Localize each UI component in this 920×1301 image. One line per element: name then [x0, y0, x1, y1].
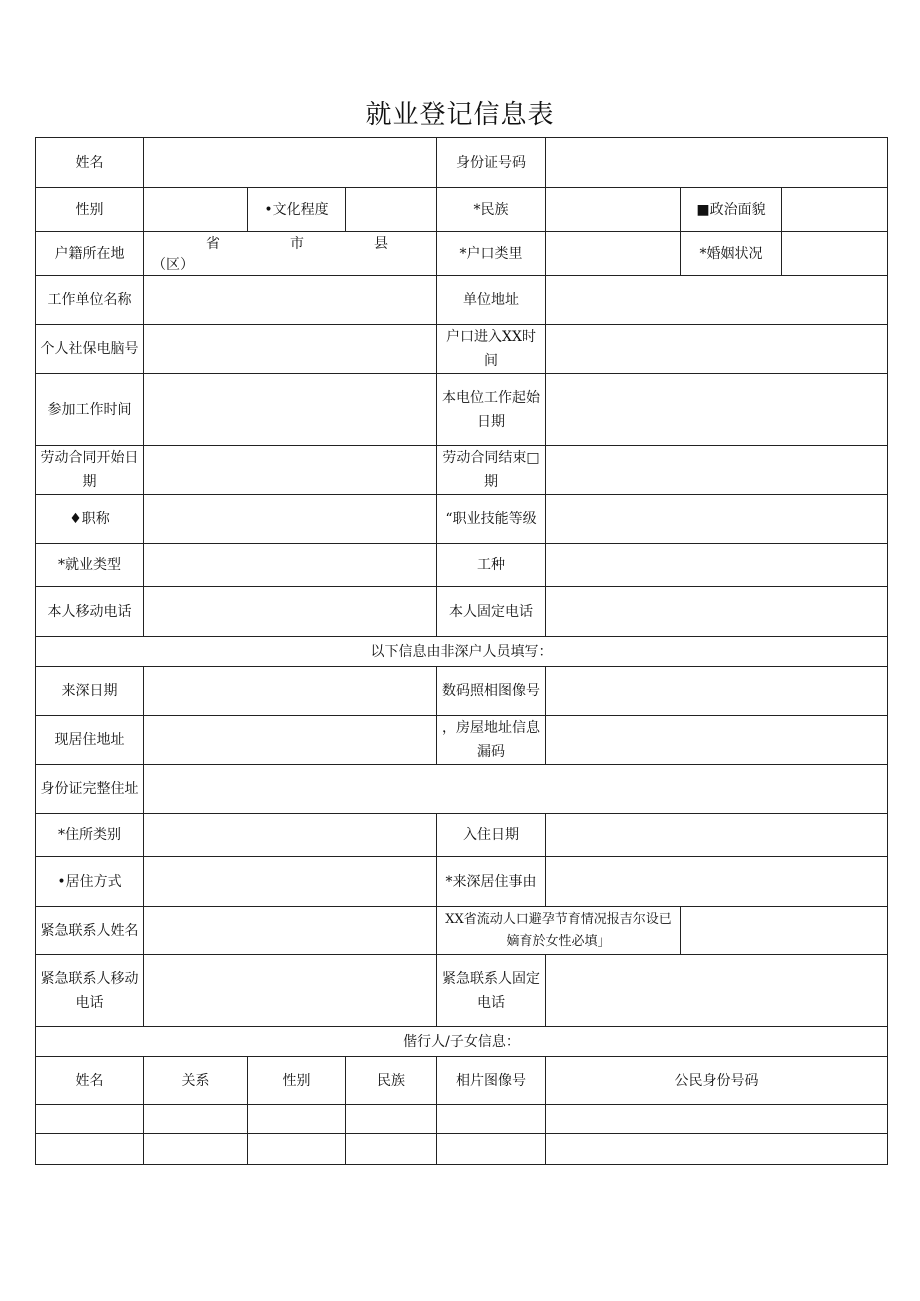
non-local-section-header: 以下信息由非深户人员填写： [36, 637, 888, 667]
input-employer-address[interactable] [546, 276, 888, 325]
label-photo-no: 数码照相图像号 [437, 667, 546, 716]
label-employment-type: *就业类型 [36, 544, 144, 587]
label-emergency-landline: 紧急联系人固定电话 [437, 955, 546, 1027]
input-education[interactable] [346, 188, 437, 232]
hukou-city-label: 市 [290, 236, 304, 252]
label-emergency-mobile: 紧急联系人移动电话 [36, 955, 144, 1027]
companion-col-ethnicity: 民族 [346, 1057, 437, 1105]
companion-col-id-number: 公民身份号码 [546, 1057, 888, 1105]
input-social-security-no[interactable] [144, 325, 437, 374]
companion-id-cell[interactable] [546, 1105, 888, 1134]
label-marital-status: *婚姻状况 [681, 232, 782, 276]
input-work-start-time[interactable] [144, 374, 437, 446]
input-move-in-date[interactable] [546, 814, 888, 857]
input-house-code[interactable] [546, 716, 888, 765]
companion-ethnicity-cell[interactable] [346, 1134, 437, 1165]
input-name[interactable] [144, 138, 437, 188]
label-current-address: 现居住地址 [36, 716, 144, 765]
companion-photo-cell[interactable] [437, 1134, 546, 1165]
label-employer-name: 工作单位名称 [36, 276, 144, 325]
input-hukou-entry-time[interactable] [546, 325, 888, 374]
label-name: 姓名 [36, 138, 144, 188]
companion-ethnicity-cell[interactable] [346, 1105, 437, 1134]
input-employer-name[interactable] [144, 276, 437, 325]
label-social-security-no: 个人社保电脑号 [36, 325, 144, 374]
companion-col-name: 姓名 [36, 1057, 144, 1105]
input-title-rank[interactable] [144, 495, 437, 544]
companion-id-cell[interactable] [546, 1134, 888, 1165]
label-title-rank: ♦职称 [36, 495, 144, 544]
input-id-full-address[interactable] [144, 765, 888, 814]
input-gender[interactable] [144, 188, 248, 232]
hukou-province-label: 省 [206, 236, 220, 252]
input-arrival-date[interactable] [144, 667, 437, 716]
companion-name-cell[interactable] [36, 1134, 144, 1165]
input-residence-reason[interactable] [546, 857, 888, 907]
companion-col-relation: 关系 [144, 1057, 248, 1105]
label-landline: 本人固定电话 [437, 587, 546, 637]
companions-section-header: 偕行人/子女信息： [36, 1027, 888, 1057]
label-skill-level: “职业技能等级 [437, 495, 546, 544]
label-work-start-time: 参加工作时间 [36, 374, 144, 446]
input-birth-control[interactable] [681, 907, 888, 955]
label-house-code: ，房屋地址信息漏码 [437, 716, 546, 765]
label-id-full-address: 身份证完整住址 [36, 765, 144, 814]
label-emergency-name: 紧急联系人姓名 [36, 907, 144, 955]
hukou-district-label: （区） [152, 257, 194, 273]
label-residence-mode: •居住方式 [36, 857, 144, 907]
input-political-status[interactable] [782, 188, 888, 232]
input-residence-category[interactable] [144, 814, 437, 857]
label-birth-control-note: XX省流动人口避孕节育情况报吉尔设已嫡育於女性必填」 [437, 907, 681, 955]
label-contract-start: 劳动合同开始日期 [36, 446, 144, 495]
label-gender: 性别 [36, 188, 144, 232]
input-current-job-start[interactable] [546, 374, 888, 446]
label-hukou-location: 户籍所在地 [36, 232, 144, 276]
label-move-in-date: 入住日期 [437, 814, 546, 857]
label-id-number: 身份证号码 [437, 138, 546, 188]
input-mobile[interactable] [144, 587, 437, 637]
input-skill-level[interactable] [546, 495, 888, 544]
label-mobile: 本人移动电话 [36, 587, 144, 637]
input-contract-start[interactable] [144, 446, 437, 495]
companion-name-cell[interactable] [36, 1105, 144, 1134]
companion-row [36, 1105, 888, 1134]
form-title: 就业登记信息表 [365, 100, 555, 130]
label-job-type: 工种 [437, 544, 546, 587]
companion-col-gender: 性别 [248, 1057, 346, 1105]
input-job-type[interactable] [546, 544, 888, 587]
input-hukou-type[interactable] [546, 232, 681, 276]
input-contract-end[interactable] [546, 446, 888, 495]
label-political-status: ■政治面貌 [681, 188, 782, 232]
companion-relation-cell[interactable] [144, 1105, 248, 1134]
label-arrival-date: 来深日期 [36, 667, 144, 716]
label-education: •文化程度 [248, 188, 346, 232]
companion-col-photo-no: 相片图像号 [437, 1057, 546, 1105]
companion-gender-cell[interactable] [248, 1134, 346, 1165]
input-photo-no[interactable] [546, 667, 888, 716]
input-hukou-location[interactable] [144, 232, 437, 276]
label-contract-end: 劳动合同结束□期 [437, 446, 546, 495]
input-emergency-name[interactable] [144, 907, 437, 955]
label-hukou-type: *户口类里 [437, 232, 546, 276]
input-employment-type[interactable] [144, 544, 437, 587]
companion-relation-cell[interactable] [144, 1134, 248, 1165]
input-current-address[interactable] [144, 716, 437, 765]
employment-registration-table [35, 137, 888, 1165]
input-residence-mode[interactable] [144, 857, 437, 907]
companion-photo-cell[interactable] [437, 1105, 546, 1134]
label-hukou-entry-time: 户口进入XX时间 [437, 325, 546, 374]
label-ethnicity: *民族 [437, 188, 546, 232]
label-residence-reason: *来深居住事由 [437, 857, 546, 907]
input-landline[interactable] [546, 587, 888, 637]
label-residence-category: *住所类别 [36, 814, 144, 857]
input-emergency-mobile[interactable] [144, 955, 437, 1027]
input-ethnicity[interactable] [546, 188, 681, 232]
companion-row [36, 1134, 888, 1165]
label-current-job-start: 本电位工作起始日期 [437, 374, 546, 446]
label-employer-address: 单位地址 [437, 276, 546, 325]
input-emergency-landline[interactable] [546, 955, 888, 1027]
companion-gender-cell[interactable] [248, 1105, 346, 1134]
input-id-number[interactable] [546, 138, 888, 188]
input-marital-status[interactable] [782, 232, 888, 276]
hukou-county-label: 县 [374, 236, 388, 252]
